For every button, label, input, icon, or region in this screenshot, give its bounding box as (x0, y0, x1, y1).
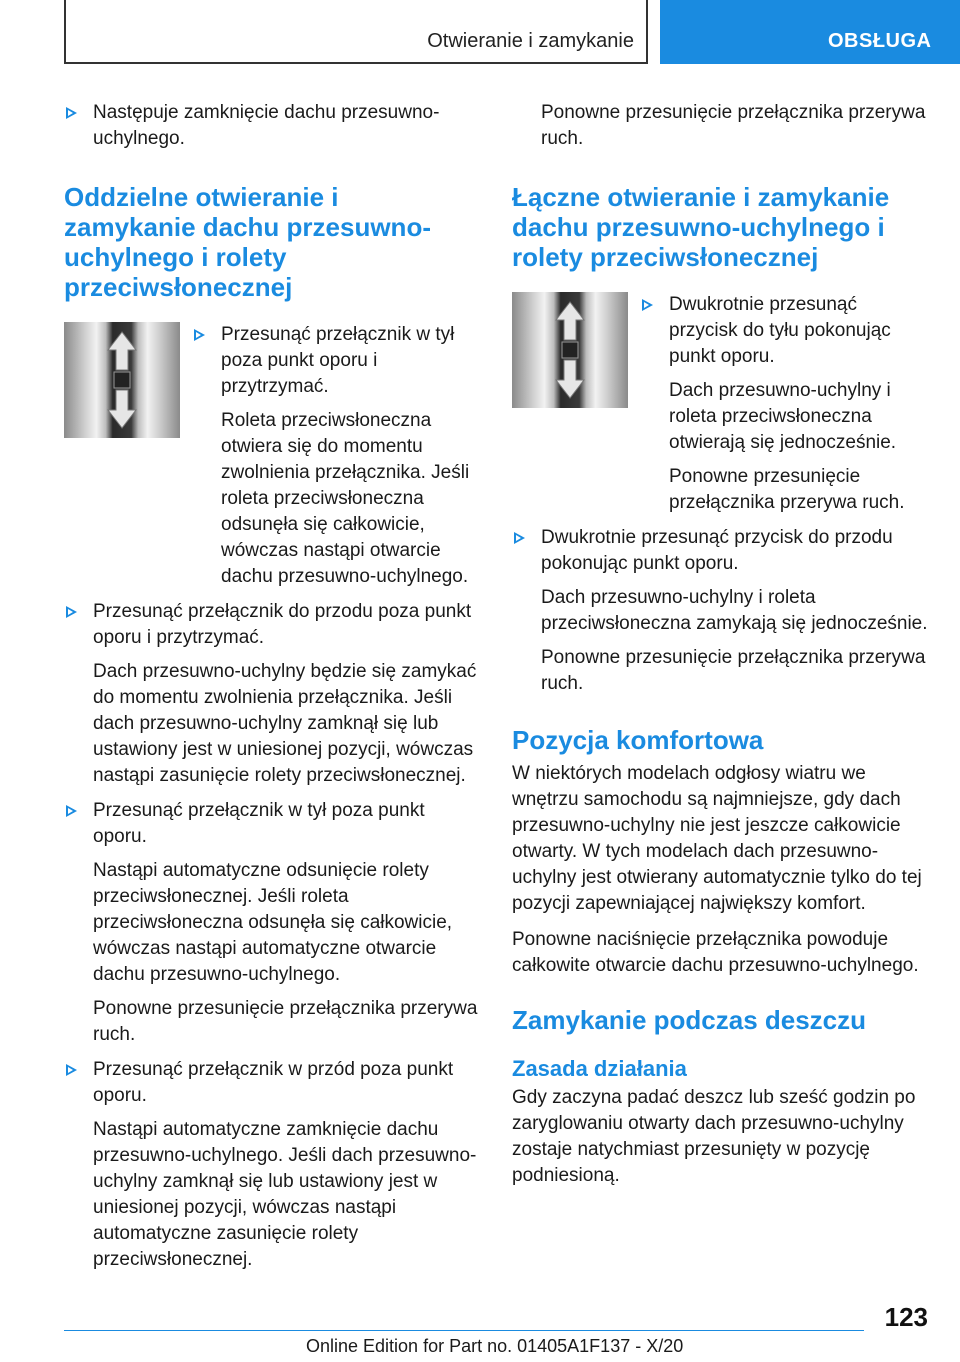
item-text: Nastąpi automatyczne zamknięcie dachu przesuwno-uchylnego. Jeśli dach przesuwno-uchylny zamknął się lub ustawiony jest w uniesionej pozycji, wówczas nastąpi automatyczne zasunięcie rolety przeciwsłonecznej. (93, 1119, 477, 1270)
rain-subheading: Zasada działania (512, 1056, 687, 1081)
list-item (192, 322, 480, 590)
list-item (64, 1057, 480, 1273)
item-text: Przesunąć przełącznik w tył poza punkt oporu. (93, 800, 425, 847)
bullet-triangle-icon (66, 1064, 77, 1076)
bullet-triangle-icon (66, 606, 77, 618)
footer-edition: Online Edition for Part no. 01405A1F137 - X/20 (306, 1336, 684, 1356)
item-text: Roleta przeciwsłoneczna otwiera się do momentu zwolnienia przełącznika. Jeśli roleta przeciwsłoneczna odsunęła się całkowicie, wówczas nastąpi otwarcie dachu przesuwno-uchylnego. (221, 410, 470, 587)
image-with-steps (512, 292, 928, 516)
bullet-triangle-icon (66, 805, 77, 817)
header-chapter-tab[interactable] (660, 0, 960, 64)
rain-paragraph: Gdy zaczyna padać deszcz lub sześć godzin po zaryglowaniu otwarty dach przesuwno-uchylny zostaje natychmiast przesunięty w pozycję podniesioną. (512, 1087, 916, 1186)
list-item (64, 100, 480, 152)
item-text: Dwukrotnie przesunąć przycisk do przodu pokonując punkt oporu. (541, 527, 893, 574)
item-text: Ponowne przesunięcie przełącznika przerywa ruch. (93, 998, 478, 1045)
arrow-up-down-icon (64, 322, 180, 438)
bullet-triangle-icon (194, 329, 205, 341)
footer-divider (64, 1330, 864, 1331)
section-heading: Oddzielne otwieranie i zamykanie dachu przesuwno-uchylnego i rolety przeciwsłonecznej (64, 182, 431, 302)
roof-switch-photo (64, 322, 180, 438)
item-text: Dach przesuwno-uchylny i roleta przeciwsłoneczna zamykają się jednocześnie. (541, 587, 928, 634)
item-text: Dwukrotnie przesunąć przycisk do tyłu pokonując punkt oporu. (669, 294, 891, 367)
comfort-paragraph: Ponowne naciśnięcie przełącznika powoduje całkowite otwarcie dachu przesuwno-uchylnego. (512, 929, 919, 976)
comfort-paragraph: W niektórych modelach odgłosy wiatru we wnętrzu samochodu są najmniejsze, gdy dach przesuwno-uchylny nie jest jeszcze całkowicie otwarty. W tych modelach dach przesuwno-uchylny jest otwierany automatycznie tylko do tej pozycji zapewniającej największy komfort. (512, 763, 922, 914)
bullet-triangle-icon (642, 299, 653, 311)
item-text: Następuje zamknięcie dachu przesuwno-uchylnego. (93, 102, 440, 149)
left-column (64, 100, 480, 1282)
item-text: Dach przesuwno-uchylny będzie się zamykać do momentu zwolnienia przełącznika. Jeśli dach przesuwno-uchylny zamknął się lub ustawiony jest w uniesionej pozycji, wówczas nastąpi zasunięcie rolety przeciwsłonecznej. (93, 661, 477, 786)
header-section-box (64, 0, 648, 64)
item-text: Nastąpi automatyczne odsunięcie rolety przeciwsłonecznej. Jeśli roleta przeciwsłoneczna odsunęła się całkowicie, wówczas nastąpi automatyczne otwarcie dachu przesuwno-uchylnego. (93, 860, 453, 985)
image-with-steps (64, 322, 480, 590)
bullet-triangle-icon (66, 107, 77, 119)
item-text: Przesunąć przełącznik w tył poza punkt oporu i przytrzymać. (221, 324, 455, 397)
arrow-up-down-icon (512, 292, 628, 408)
item-text: Ponowne przesunięcie przełącznika przerywa ruch. (669, 466, 905, 513)
item-text: Ponowne przesunięcie przełącznika przerywa ruch. (541, 647, 926, 694)
list-item (640, 292, 928, 516)
list-item (64, 599, 480, 789)
continuation-text (512, 100, 928, 152)
item-text: Dach przesuwno-uchylny i roleta przeciwsłoneczna otwierają się jednocześnie. (669, 380, 897, 453)
roof-switch-photo (512, 292, 628, 408)
item-text: Przesunąć przełącznik w przód poza punkt oporu. (93, 1059, 454, 1106)
header-section-title: Otwieranie i zamykanie (427, 30, 634, 52)
item-text: Przesunąć przełącznik do przodu poza punkt oporu i przytrzymać. (93, 601, 472, 648)
section-heading: Łączne otwieranie i zamykanie dachu przesuwno-uchylnego i rolety przeciwsłonecznej (512, 182, 890, 272)
page-number: 123 (884, 1302, 928, 1332)
list-item (512, 525, 928, 697)
header-chapter-label: OBSŁUGA (828, 30, 932, 52)
item-text: Ponowne przesunięcie przełącznika przerywa ruch. (541, 102, 926, 149)
bullet-triangle-icon (514, 532, 525, 544)
list-item (64, 798, 480, 1048)
comfort-heading: Pozycja komfortowa (512, 725, 764, 755)
rain-heading: Zamykanie podczas deszczu (512, 1005, 867, 1035)
right-column (512, 100, 928, 1199)
